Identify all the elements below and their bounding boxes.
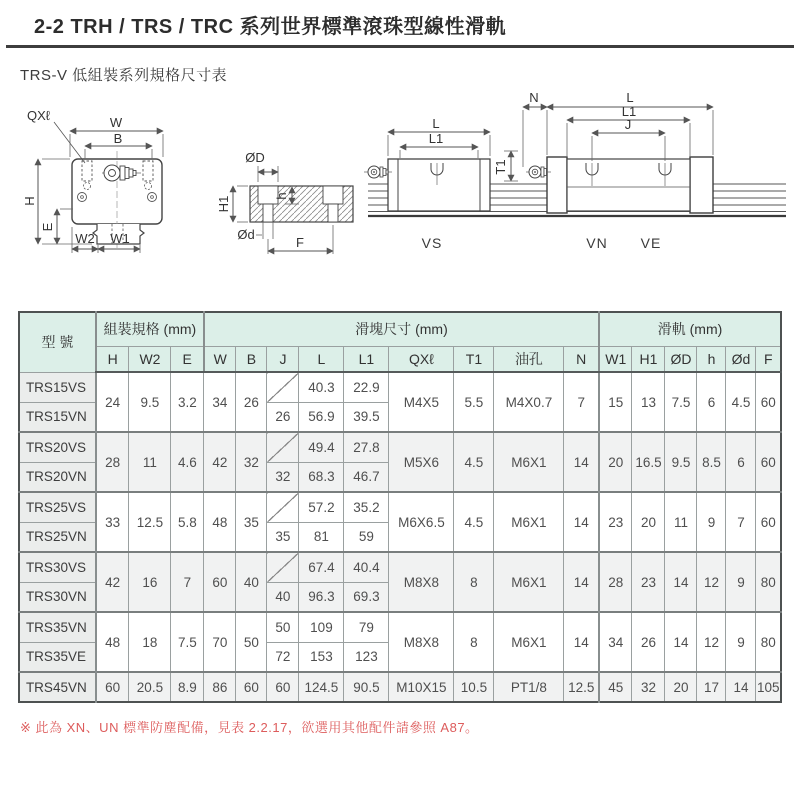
dim-label-b: B — [113, 131, 123, 146]
table-cell: 11 — [665, 492, 697, 552]
table-cell: 40.3 — [299, 372, 344, 402]
table-cell: 7.5 — [665, 372, 697, 432]
table-cell: 109 — [299, 612, 344, 642]
table-cell: 14 — [564, 492, 599, 552]
variant-label-vn: VN — [586, 235, 608, 251]
table-cell: 57.2 — [299, 492, 344, 522]
table-cell: 10.5 — [454, 672, 494, 702]
table-cell: 60 — [267, 672, 299, 702]
dim-label-od-small: Ød — [237, 227, 255, 242]
table-cell: 14 — [665, 552, 697, 612]
dim-label-h: H — [22, 196, 37, 206]
table-cell: 4.5 — [454, 492, 494, 552]
table-cell: 40 — [267, 582, 299, 612]
table-cell: 8.9 — [171, 672, 204, 702]
col-header-E: E — [171, 346, 204, 372]
table-cell: 7.5 — [171, 612, 204, 672]
model-cell: TRS35VN — [19, 612, 96, 642]
table-cell: 35.2 — [344, 492, 389, 522]
table-cell: 5.8 — [171, 492, 204, 552]
table-cell: 86 — [204, 672, 236, 702]
dim-label-h-small: h — [274, 192, 289, 200]
table-row-TRS20VS — [19, 432, 781, 462]
table-cell: 60 — [756, 492, 781, 552]
table-cell: 20 — [665, 672, 697, 702]
dim-label-od: ØD — [245, 150, 265, 165]
table-cell: 9 — [726, 552, 756, 612]
table-cell: 23 — [632, 552, 665, 612]
table-cell: 60 — [96, 672, 129, 702]
table-cell: PT1/8 — [494, 672, 564, 702]
table-cell: 35 — [236, 492, 267, 552]
table-cell: 35 — [267, 522, 299, 552]
col-header-W1: W1 — [599, 346, 632, 372]
table-cell: M6X1 — [494, 612, 564, 672]
table-row-TRS35VN — [19, 612, 781, 642]
col-header-B: B — [236, 346, 267, 372]
table-cell: 40 — [236, 552, 267, 612]
table-row-TRS15VS — [19, 372, 781, 402]
table-cell: 34 — [599, 612, 632, 672]
dim-label-l-vn: L — [626, 90, 634, 105]
dim-label-l-vs: L — [432, 116, 440, 131]
col-header-L: L — [299, 346, 344, 372]
table-cell: 12 — [697, 552, 726, 612]
table-cell: 14 — [726, 672, 756, 702]
table-cell: 42 — [204, 432, 236, 492]
no-value-slash-cell — [267, 552, 299, 582]
col-header-ØD: ØD — [665, 346, 697, 372]
table-cell: 39.5 — [344, 402, 389, 432]
table-cell: 13 — [632, 372, 665, 432]
col-group-rail: 滑軌 (mm) — [599, 312, 781, 346]
table-cell: 34 — [204, 372, 236, 432]
table-cell: 79 — [344, 612, 389, 642]
no-value-slash-cell — [267, 432, 299, 462]
table-cell: 6 — [726, 432, 756, 492]
table-cell: 12 — [697, 612, 726, 672]
table-cell: 4.6 — [171, 432, 204, 492]
table-cell: 48 — [204, 492, 236, 552]
table-cell: 67.4 — [299, 552, 344, 582]
table-cell: 68.3 — [299, 462, 344, 492]
table-cell: 32 — [632, 672, 665, 702]
table-cell: 59 — [344, 522, 389, 552]
table-cell: 32 — [236, 432, 267, 492]
dim-label-l1-vs: L1 — [428, 131, 444, 146]
table-cell: 16.5 — [632, 432, 665, 492]
no-value-slash-cell — [267, 372, 299, 402]
table-cell: 14 — [564, 432, 599, 492]
table-cell: 12.5 — [564, 672, 599, 702]
dim-label-n: N — [529, 90, 539, 105]
model-cell: TRS15VN — [19, 402, 96, 432]
col-header-Ød: Ød — [726, 346, 756, 372]
page-header — [0, 0, 800, 85]
table-cell: 50 — [236, 612, 267, 672]
table-cell: 26 — [267, 402, 299, 432]
table-cell: M6X1 — [494, 432, 564, 492]
model-cell: TRS25VN — [19, 522, 96, 552]
model-cell: TRS20VN — [19, 462, 96, 492]
variant-label-vs: VS — [421, 235, 443, 251]
table-cell: M4X0.7 — [494, 372, 564, 432]
table-cell: 32 — [267, 462, 299, 492]
table-cell: 28 — [96, 432, 129, 492]
table-cell: 16 — [129, 552, 171, 612]
page-title: 2-2 TRH / TRS / TRC 系列世界標準滾珠型線性滑軌 — [34, 16, 507, 38]
table-cell: 7 — [564, 372, 599, 432]
dim-label-j: J — [624, 117, 632, 132]
table-cell: 27.8 — [344, 432, 389, 462]
model-cell: TRS25VS — [19, 492, 96, 522]
col-group-assembly: 組裝規格 (mm) — [96, 312, 204, 346]
table-cell: 8.5 — [697, 432, 726, 492]
table-cell: M4X5 — [389, 372, 454, 432]
table-cell: 4.5 — [454, 432, 494, 492]
table-cell: 105 — [756, 672, 781, 702]
table-cell: 4.5 — [726, 372, 756, 432]
table-cell: 15 — [599, 372, 632, 432]
table-cell: 60 — [236, 672, 267, 702]
table-cell: 18 — [129, 612, 171, 672]
table-cell: 72 — [267, 642, 299, 672]
col-header-N: N — [564, 346, 599, 372]
col-header-H1: H1 — [632, 346, 665, 372]
table-cell: 50 — [267, 612, 299, 642]
page-subtitle: TRS-V 低組裝系列規格尺寸表 — [20, 67, 228, 84]
table-cell: 7 — [171, 552, 204, 612]
table-cell: 45 — [599, 672, 632, 702]
dim-label-f: F — [296, 235, 304, 250]
table-cell: 69.3 — [344, 582, 389, 612]
col-header-W2: W2 — [129, 346, 171, 372]
table-cell: 80 — [756, 612, 781, 672]
table-cell: M8X8 — [389, 612, 454, 672]
col-header-model: 型 號 — [19, 312, 96, 372]
table-cell: M6X1 — [494, 552, 564, 612]
table-cell: 14 — [564, 612, 599, 672]
table-cell: 7 — [726, 492, 756, 552]
dim-label-t1: T1 — [493, 159, 508, 175]
dim-label-h1: H1 — [216, 195, 231, 213]
col-header-油孔: 油孔 — [494, 346, 564, 372]
table-cell: 153 — [299, 642, 344, 672]
col-header-T1: T1 — [454, 346, 494, 372]
table-cell: 9 — [726, 612, 756, 672]
table-row-TRS25VS — [19, 492, 781, 522]
table-cell: 56.9 — [299, 402, 344, 432]
table-cell: 23 — [599, 492, 632, 552]
model-cell: TRS30VS — [19, 552, 96, 582]
front-view-drawing — [22, 108, 163, 253]
col-header-F: F — [756, 346, 781, 372]
table-row-TRS30VS — [19, 552, 781, 582]
table-cell: 90.5 — [344, 672, 389, 702]
table-cell: 42 — [96, 552, 129, 612]
table-cell: 40.4 — [344, 552, 389, 582]
table-cell: 80 — [756, 552, 781, 612]
table-cell: 26 — [236, 372, 267, 432]
table-cell: 14 — [564, 552, 599, 612]
technical-drawings — [0, 87, 800, 297]
table-cell: 33 — [96, 492, 129, 552]
table-cell: 9.5 — [665, 432, 697, 492]
dim-label-qxl: QXℓ — [27, 108, 50, 123]
dim-label-l1-vn: L1 — [621, 104, 637, 119]
table-cell: 26 — [632, 612, 665, 672]
table-cell: M8X8 — [389, 552, 454, 612]
col-header-H: H — [96, 346, 129, 372]
table-cell: 123 — [344, 642, 389, 672]
table-cell: 60 — [756, 372, 781, 432]
table-cell: 6 — [697, 372, 726, 432]
table-column-header-row — [19, 346, 781, 372]
table-cell: 12.5 — [129, 492, 171, 552]
dim-label-w2: W2 — [75, 231, 95, 246]
table-cell: 5.5 — [454, 372, 494, 432]
model-cell: TRS15VS — [19, 372, 96, 402]
table-cell: 11 — [129, 432, 171, 492]
dimension-drawing-svg — [0, 87, 800, 292]
table-cell: 22.9 — [344, 372, 389, 402]
dim-label-w1: W1 — [110, 231, 130, 246]
col-header-W: W — [204, 346, 236, 372]
footnote: ※ 此為 XN、UN 標準防塵配備，見表 2.2.17，欲選用其他配件請參照 A87。 — [20, 720, 479, 735]
table-cell: M10X15 — [389, 672, 454, 702]
table-cell: M5X6 — [389, 432, 454, 492]
col-header-J: J — [267, 346, 299, 372]
table-cell: 60 — [756, 432, 781, 492]
model-cell: TRS20VS — [19, 432, 96, 462]
side-views-drawing — [364, 90, 786, 251]
table-cell: 49.4 — [299, 432, 344, 462]
table-cell: 24 — [96, 372, 129, 432]
spec-table — [18, 311, 782, 703]
model-cell: TRS35VE — [19, 642, 96, 672]
table-cell: M6X6.5 — [389, 492, 454, 552]
table-cell: 20.5 — [129, 672, 171, 702]
table-row-TRS45VN — [19, 672, 781, 702]
col-header-L1: L1 — [344, 346, 389, 372]
table-cell: 28 — [599, 552, 632, 612]
table-cell: 20 — [599, 432, 632, 492]
table-group-header-row — [19, 312, 781, 346]
col-header-QXℓ: QXℓ — [389, 346, 454, 372]
model-cell: TRS45VN — [19, 672, 96, 702]
table-cell: 8 — [454, 552, 494, 612]
table-cell: 8 — [454, 612, 494, 672]
table-cell: 20 — [632, 492, 665, 552]
table-cell: 9.5 — [129, 372, 171, 432]
table-cell: 14 — [665, 612, 697, 672]
table-cell: 3.2 — [171, 372, 204, 432]
table-cell: 96.3 — [299, 582, 344, 612]
table-cell: 48 — [96, 612, 129, 672]
dim-label-w: W — [109, 115, 123, 130]
col-group-block: 滑塊尺寸 (mm) — [204, 312, 599, 346]
col-header-h: h — [697, 346, 726, 372]
dim-label-e: E — [40, 222, 55, 232]
table-cell: 9 — [697, 492, 726, 552]
table-cell: 60 — [204, 552, 236, 612]
table-cell: M6X1 — [494, 492, 564, 552]
model-cell: TRS30VN — [19, 582, 96, 612]
table-cell: 81 — [299, 522, 344, 552]
variant-label-ve: VE — [640, 235, 662, 251]
table-cell: 70 — [204, 612, 236, 672]
table-cell: 124.5 — [299, 672, 344, 702]
no-value-slash-cell — [267, 492, 299, 522]
table-cell: 46.7 — [344, 462, 389, 492]
table-cell: 17 — [697, 672, 726, 702]
rail-section-drawing — [216, 150, 353, 254]
